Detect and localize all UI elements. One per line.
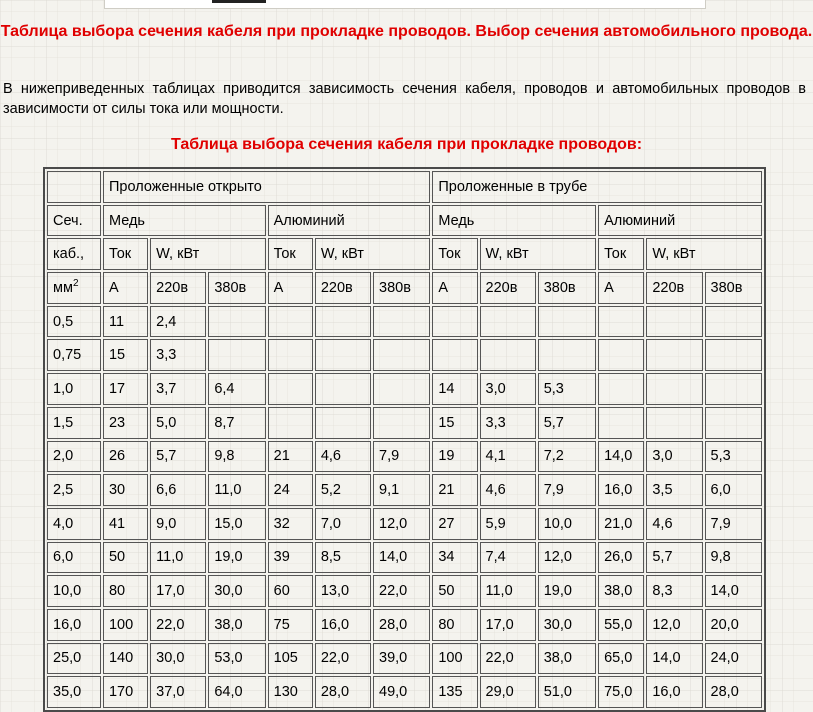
table-cell: 19,0 [538, 575, 596, 607]
table-cell: 9,1 [373, 474, 430, 506]
table-cell [268, 407, 313, 439]
header-group-open: Проложенные открыто [103, 171, 430, 203]
table-cell: 21,0 [598, 508, 644, 540]
cell-section: 10,0 [47, 575, 101, 607]
table-cell: 39 [268, 542, 313, 574]
table-cell: 6,6 [150, 474, 206, 506]
unit-mm: мм [53, 279, 73, 296]
table-cell: 10,0 [538, 508, 596, 540]
table-cell [373, 407, 430, 439]
table-cell [315, 306, 371, 338]
table-row [47, 643, 762, 675]
table-cell: 14 [432, 373, 477, 405]
table-cell: 38,0 [598, 575, 644, 607]
cell-section: 0,75 [47, 339, 101, 371]
table-cell [480, 306, 536, 338]
table-cell: 5,2 [315, 474, 371, 506]
table-cell: 26 [103, 441, 148, 473]
cable-section-table [43, 167, 766, 712]
table-cell: 5,7 [150, 441, 206, 473]
header-unit-380v: 380в [373, 272, 430, 304]
table-cell: 3,0 [646, 441, 702, 473]
table-cell: 16,0 [598, 474, 644, 506]
table-cell: 11,0 [150, 542, 206, 574]
table-cell: 30 [103, 474, 148, 506]
table-cell [268, 339, 313, 371]
table-cell: 26,0 [598, 542, 644, 574]
table-cell: 75 [268, 609, 313, 641]
table-row [47, 676, 762, 708]
table-cell: 8,3 [646, 575, 702, 607]
table-cell [646, 306, 702, 338]
table-cell: 6,0 [705, 474, 762, 506]
top-strip [0, 0, 813, 12]
table-row [47, 407, 762, 439]
table-cell: 27 [432, 508, 477, 540]
table-cell: 7,9 [373, 441, 430, 473]
table-cell: 17,0 [150, 575, 206, 607]
table-cell [705, 339, 762, 371]
table-cell: 39,0 [373, 643, 430, 675]
table-cell [538, 339, 596, 371]
table-cell: 38,0 [538, 643, 596, 675]
table-cell: 11,0 [480, 575, 536, 607]
table-cell: 5,3 [538, 373, 596, 405]
table-cell [598, 306, 644, 338]
header-power: W, кВт [480, 238, 597, 270]
table-cell: 21 [432, 474, 477, 506]
header-aluminium-pipe: Алюминий [598, 205, 762, 237]
table-cell: 5,7 [646, 542, 702, 574]
table-cell: 55,0 [598, 609, 644, 641]
table-cell: 5,7 [538, 407, 596, 439]
table-cell: 130 [268, 676, 313, 708]
table-cell [480, 339, 536, 371]
header-unit-220v: 220в [480, 272, 536, 304]
table-cell: 170 [103, 676, 148, 708]
table-cell: 9,8 [208, 441, 265, 473]
table-cell: 14,0 [705, 575, 762, 607]
table-row [47, 441, 762, 473]
table-row [47, 508, 762, 540]
header-copper-open: Медь [103, 205, 266, 237]
table-cell: 12,0 [538, 542, 596, 574]
header-row-materials [47, 205, 762, 237]
table-row [47, 474, 762, 506]
cell-section: 1,5 [47, 407, 101, 439]
table-cell: 19 [432, 441, 477, 473]
table-cell: 28,0 [373, 609, 430, 641]
table-cell: 60 [268, 575, 313, 607]
table-cell: 41 [103, 508, 148, 540]
intro-paragraph: В нижеприведенных таблицах приводится зависимость сечения кабеля, проводов и автомобильных проводов в зависимости от силы тока или мощности. [3, 81, 806, 117]
header-unit-amp: А [103, 272, 148, 304]
table-cell: 17,0 [480, 609, 536, 641]
table-cell: 80 [103, 575, 148, 607]
table-row [47, 575, 762, 607]
header-unit-220v: 220в [315, 272, 371, 304]
table-cell [432, 306, 477, 338]
table-cell: 53,0 [208, 643, 265, 675]
table-cell: 15,0 [208, 508, 265, 540]
table-cell [598, 373, 644, 405]
header-sec-label: Сеч. [47, 205, 101, 237]
table-cell [373, 339, 430, 371]
table-cell: 7,9 [538, 474, 596, 506]
table-cell: 3,3 [150, 339, 206, 371]
header-unit-amp: А [268, 272, 313, 304]
unit-superscript: 2 [72, 278, 79, 290]
table-cell: 29,0 [480, 676, 536, 708]
table-row [47, 306, 762, 338]
table-cell: 12,0 [646, 609, 702, 641]
table-cell: 14,0 [646, 643, 702, 675]
table-cell: 30,0 [208, 575, 265, 607]
table-cell: 5,3 [705, 441, 762, 473]
table-cell: 9,8 [705, 542, 762, 574]
table-cell: 100 [432, 643, 477, 675]
header-unit-mm2 [47, 272, 101, 304]
table-cell [373, 373, 430, 405]
table-row [47, 373, 762, 405]
table-cell: 7,9 [705, 508, 762, 540]
table-cell [373, 306, 430, 338]
table-cell: 3,7 [150, 373, 206, 405]
header-current: Ток [103, 238, 148, 270]
section-title: Таблица выбора сечения кабеля при прокладке проводов: [170, 136, 643, 153]
table-cell: 23 [103, 407, 148, 439]
table-cell: 65,0 [598, 643, 644, 675]
cell-section: 4,0 [47, 508, 101, 540]
table-row [47, 609, 762, 641]
header-power: W, кВт [150, 238, 265, 270]
table-cell: 75,0 [598, 676, 644, 708]
cell-section: 16,0 [47, 609, 101, 641]
table-cell [538, 306, 596, 338]
table-cell: 30,0 [150, 643, 206, 675]
header-power: W, кВт [315, 238, 431, 270]
table-cell: 22,0 [315, 643, 371, 675]
table-cell: 2,4 [150, 306, 206, 338]
table-cell: 14,0 [373, 542, 430, 574]
cable-table-wrapper [43, 167, 766, 707]
table-cell: 8,5 [315, 542, 371, 574]
header-unit-amp: А [598, 272, 644, 304]
table-cell: 80 [432, 609, 477, 641]
table-cell: 11,0 [208, 474, 265, 506]
header-unit-380v: 380в [208, 272, 265, 304]
cell-section: 2,5 [47, 474, 101, 506]
header-copper-pipe: Медь [432, 205, 596, 237]
header-cable-label: каб., [47, 238, 101, 270]
table-cell: 16,0 [315, 609, 371, 641]
table-cell [705, 407, 762, 439]
table-cell: 135 [432, 676, 477, 708]
table-cell: 12,0 [373, 508, 430, 540]
table-cell: 7,4 [480, 542, 536, 574]
header-power: W, кВт [646, 238, 762, 270]
table-cell [315, 407, 371, 439]
table-cell: 17 [103, 373, 148, 405]
table-cell: 7,0 [315, 508, 371, 540]
table-cell: 16,0 [646, 676, 702, 708]
header-aluminium-open: Алюминий [268, 205, 431, 237]
table-cell: 5,9 [480, 508, 536, 540]
header-row-quantities [47, 238, 762, 270]
table-cell: 30,0 [538, 609, 596, 641]
table-cell: 4,6 [480, 474, 536, 506]
table-cell: 3,3 [480, 407, 536, 439]
table-cell: 11 [103, 306, 148, 338]
top-content-panel [104, 0, 706, 9]
cell-section: 0,5 [47, 306, 101, 338]
table-cell: 100 [103, 609, 148, 641]
table-cell: 50 [432, 575, 477, 607]
table-cell: 15 [103, 339, 148, 371]
table-cell: 50 [103, 542, 148, 574]
table-cell: 13,0 [315, 575, 371, 607]
table-cell: 37,0 [150, 676, 206, 708]
table-cell [705, 306, 762, 338]
table-cell: 28,0 [315, 676, 371, 708]
table-cell [705, 373, 762, 405]
table-cell [646, 339, 702, 371]
table-cell: 3,5 [646, 474, 702, 506]
table-row [47, 542, 762, 574]
table-cell: 22,0 [150, 609, 206, 641]
table-cell [598, 339, 644, 371]
header-current: Ток [268, 238, 313, 270]
cell-section: 6,0 [47, 542, 101, 574]
cell-section: 25,0 [47, 643, 101, 675]
table-cell: 9,0 [150, 508, 206, 540]
table-cell [598, 407, 644, 439]
table-cell: 14,0 [598, 441, 644, 473]
table-cell: 20,0 [705, 609, 762, 641]
table-cell [208, 306, 265, 338]
table-cell: 7,2 [538, 441, 596, 473]
header-row-groups [47, 171, 762, 203]
table-cell: 8,7 [208, 407, 265, 439]
table-cell [432, 339, 477, 371]
table-cell: 140 [103, 643, 148, 675]
header-unit-220v: 220в [646, 272, 702, 304]
cell-section: 2,0 [47, 441, 101, 473]
table-cell [646, 373, 702, 405]
table-cell: 4,6 [315, 441, 371, 473]
table-cell: 64,0 [208, 676, 265, 708]
header-current: Ток [432, 238, 477, 270]
table-cell: 34 [432, 542, 477, 574]
header-unit-380v: 380в [705, 272, 762, 304]
cell-section: 1,0 [47, 373, 101, 405]
table-cell: 5,0 [150, 407, 206, 439]
table-cell: 4,6 [646, 508, 702, 540]
table-cell: 32 [268, 508, 313, 540]
cell-section: 35,0 [47, 676, 101, 708]
table-cell: 22,0 [373, 575, 430, 607]
table-cell: 105 [268, 643, 313, 675]
table-cell: 28,0 [705, 676, 762, 708]
table-cell [315, 373, 371, 405]
table-cell [646, 407, 702, 439]
header-current: Ток [598, 238, 644, 270]
table-cell: 24 [268, 474, 313, 506]
table-cell: 38,0 [208, 609, 265, 641]
table-cell [315, 339, 371, 371]
table-cell: 51,0 [538, 676, 596, 708]
table-cell: 15 [432, 407, 477, 439]
table-cell: 3,0 [480, 373, 536, 405]
header-unit-380v: 380в [538, 272, 596, 304]
table-cell: 49,0 [373, 676, 430, 708]
table-row [47, 339, 762, 371]
table-cell: 6,4 [208, 373, 265, 405]
header-unit-amp: А [432, 272, 477, 304]
header-empty-cell [47, 171, 101, 203]
table-cell [268, 373, 313, 405]
header-unit-220v: 220в [150, 272, 206, 304]
page-title: Таблица выбора сечения кабеля при прокладке проводов. Выбор сечения автомобильного провода. [0, 23, 813, 40]
table-cell: 21 [268, 441, 313, 473]
header-row-units [47, 272, 762, 304]
table-cell: 19,0 [208, 542, 265, 574]
table-cell: 22,0 [480, 643, 536, 675]
table-cell: 4,1 [480, 441, 536, 473]
table-cell [208, 339, 265, 371]
table-cell: 24,0 [705, 643, 762, 675]
table-cell [268, 306, 313, 338]
header-group-pipe: Проложенные в трубе [432, 171, 762, 203]
top-dark-bar [212, 0, 266, 3]
